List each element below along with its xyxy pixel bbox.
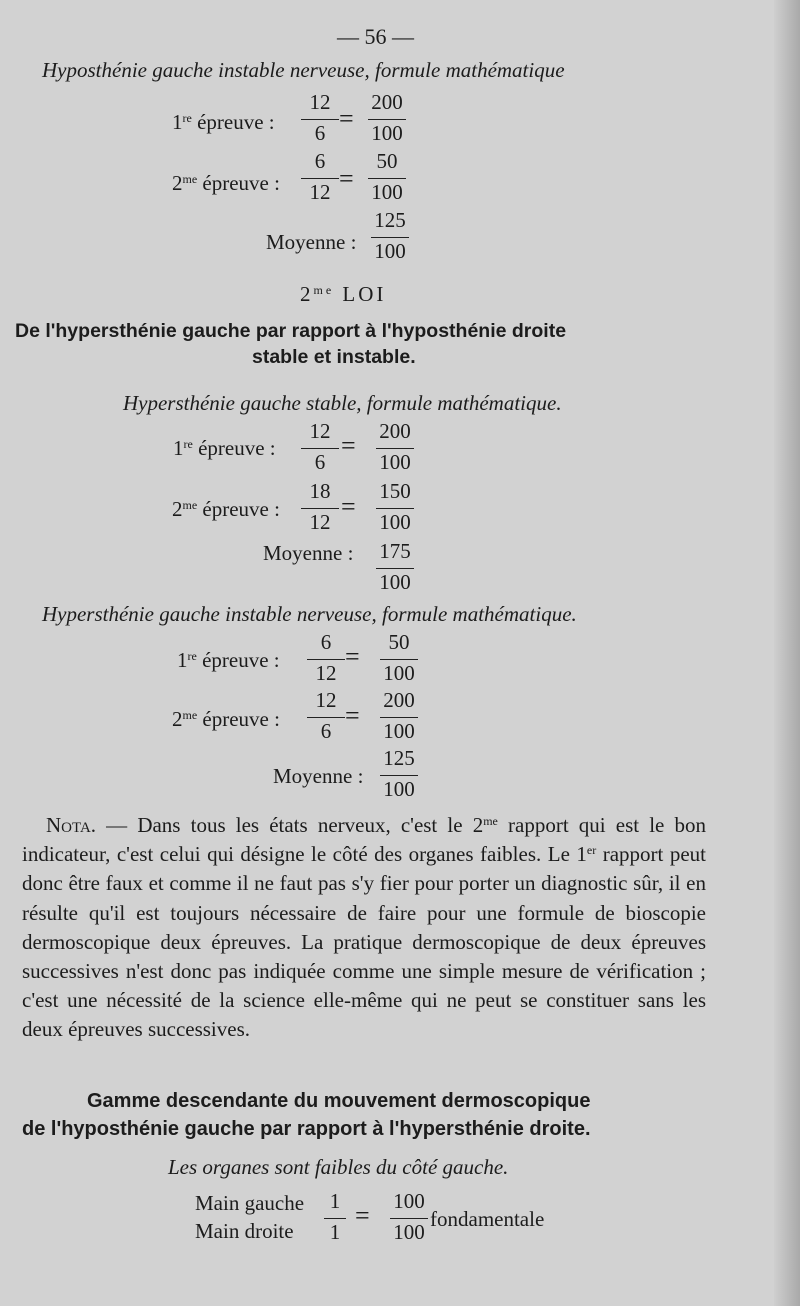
section2-title: Hypersthénie gauche stable, formule mathématique. <box>123 391 562 415</box>
nota-paragraph: Nota. — Dans tous les états nerveux, c'est le $2^{me}$ rapport qui est le bon indicateur, c'est celui qui désigne le côté des organes faibles. Le 1er rapport peut donc être faux et comme il ne faut pas s'y fier pour porter un diagnostic sûr, il en résulte qu'il est toujours nécessaire de faire pour une formule de bioscopie dermoscopique deux épreuves. La pratique dermoscopique de deux épreuves successives n'est donc pas indiquée comme une simple mesure de vérification ; c'est une nécessité de la science elle-même qui ne peut se constituer sans les deux épreuves successives. <box>22 813 706 1042</box>
section4-result: 100 100 <box>386 1191 432 1246</box>
main-gauche-label: Main gauche <box>195 1191 305 1215</box>
page-number: — 56 — <box>337 24 414 49</box>
nota-label: Nota. <box>46 813 97 837</box>
main-droite-label: Main droite <box>195 1219 294 1243</box>
section3-title: Hypersthénie gauche instable nerveuse, formule mathématique. <box>42 602 577 626</box>
equals-sign: = <box>339 164 354 193</box>
section1-epreuve2-result: 50 100 <box>364 151 410 206</box>
loi-heading: $2^{me}$ LOI <box>300 282 387 306</box>
section3-moyenne-fraction: 125 100 <box>376 748 422 803</box>
section2-epreuve2-fraction: 18 12 <box>297 481 343 536</box>
section3-epreuve2-fraction: 12 6 <box>303 690 349 745</box>
section1-epreuve2-label: $2^{me}$ épreuve : <box>172 171 280 195</box>
heading1-line2: stable et instable. <box>252 346 416 368</box>
equals-sign: = <box>341 492 356 521</box>
equals-sign: = <box>345 642 360 671</box>
equals-sign: = <box>355 1201 370 1230</box>
heading2-line1: Gamme descendante du mouvement dermoscopique <box>87 1090 591 1112</box>
section3-epreuve1-fraction: 6 12 <box>303 632 349 687</box>
section2-epreuve2-result: 150 100 <box>372 481 418 536</box>
section3-moyenne-label: Moyenne : <box>273 764 364 788</box>
section1-epreuve1-fraction: 12 6 <box>297 92 343 147</box>
section3-epreuve1-result: 50 100 <box>376 632 422 687</box>
section1-title: Hyposthénie gauche instable nerveuse, formule mathématique <box>42 58 565 82</box>
heading2-line2: de l'hyposthénie gauche par rapport à l'hypersthénie droite. <box>22 1118 591 1140</box>
section2-epreuve2-label: $2^{me}$ épreuve : <box>172 497 280 521</box>
section2-moyenne-label: Moyenne : <box>263 541 354 565</box>
section3-epreuve2-result: 200 100 <box>376 690 422 745</box>
heading1-line1: De l'hypersthénie gauche par rapport à l'hyposthénie droite <box>15 320 567 342</box>
section1-epreuve2-fraction: 6 12 <box>297 151 343 206</box>
section1-epreuve1-result: 200 100 <box>364 92 410 147</box>
equals-sign: = <box>341 431 356 460</box>
section3-epreuve1-label: 1re épreuve : <box>177 648 280 672</box>
section1-epreuve1-label: 1re épreuve : <box>172 110 275 134</box>
section2-epreuve1-fraction: 12 6 <box>297 421 343 476</box>
section2-epreuve1-label: 1re épreuve : <box>173 436 276 460</box>
section1-moyenne-fraction: 125 100 <box>367 210 413 265</box>
section3-epreuve2-label: $2^{me}$ épreuve : <box>172 707 280 731</box>
page-edge-shadow <box>774 0 800 1306</box>
section1-moyenne-label: Moyenne : <box>266 230 357 254</box>
fondamentale-label: fondamentale <box>430 1207 545 1231</box>
equals-sign: = <box>345 701 360 730</box>
section2-moyenne-fraction: 175 100 <box>372 541 418 596</box>
equals-sign: = <box>339 104 354 133</box>
section2-epreuve1-result: 200 100 <box>372 421 418 476</box>
section4-fraction: 1 1 <box>320 1191 350 1246</box>
section4-title: Les organes sont faibles du côté gauche. <box>168 1155 509 1179</box>
